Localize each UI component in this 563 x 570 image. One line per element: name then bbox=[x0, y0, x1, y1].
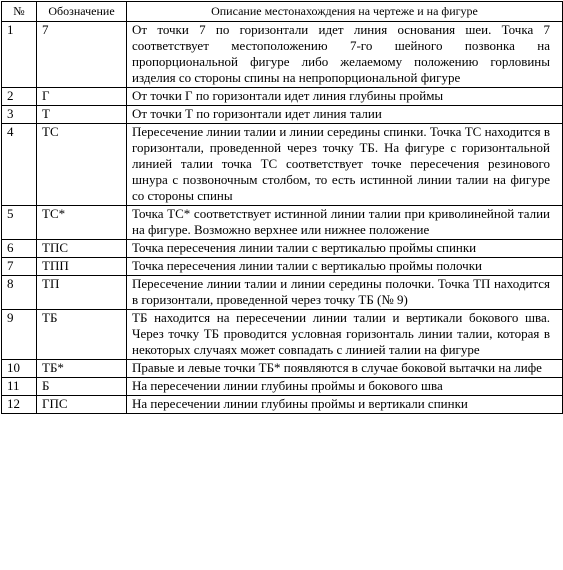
row-num: 5 bbox=[2, 206, 37, 240]
header-description: Описание местонахождения на чертеже и на фигуре bbox=[127, 2, 563, 22]
table-row bbox=[2, 258, 563, 276]
header-row bbox=[2, 2, 563, 22]
table-row bbox=[2, 22, 563, 88]
row-num: 8 bbox=[2, 276, 37, 310]
row-description: Правые и левые точки ТБ* появляются в случае боковой вытачки на лифе bbox=[127, 360, 563, 378]
table-row bbox=[2, 206, 563, 240]
row-description: Точка пересечения линии талии с вертикалью проймы спинки bbox=[127, 240, 563, 258]
row-num: 11 bbox=[2, 378, 37, 396]
row-designation: ТПП bbox=[37, 258, 127, 276]
row-designation: Б bbox=[37, 378, 127, 396]
table-row bbox=[2, 88, 563, 106]
header-num: № bbox=[2, 2, 37, 22]
table-row bbox=[2, 276, 563, 310]
row-designation: ТС bbox=[37, 124, 127, 206]
table-row bbox=[2, 396, 563, 414]
row-num: 10 bbox=[2, 360, 37, 378]
row-designation: 7 bbox=[37, 22, 127, 88]
row-description: ТБ находится на пересечении линии талии и вертикали бокового шва. Через точку ТБ проводится условная горизонталь линии талии, которая в некоторых случаях может совпадать с линией талии на фигуре bbox=[127, 310, 563, 360]
row-designation: ТБ* bbox=[37, 360, 127, 378]
row-designation: Г bbox=[37, 88, 127, 106]
row-num: 7 bbox=[2, 258, 37, 276]
row-num: 2 bbox=[2, 88, 37, 106]
row-num: 9 bbox=[2, 310, 37, 360]
row-designation: Т bbox=[37, 106, 127, 124]
row-num: 3 bbox=[2, 106, 37, 124]
row-description: От точки 7 по горизонтали идет линия основания шеи. Точка 7 соответствует местоположению 7-го шейного позвонка на пропорциональной фигуре либо желаемому положению горловины изделия со стороны спины на непропорциональной фигуре bbox=[127, 22, 563, 88]
row-description: Пересечение линии талии и линии середины полочки. Точка ТП находится в горизонтали, проведенной через точку ТБ (№ 9) bbox=[127, 276, 563, 310]
table-row bbox=[2, 124, 563, 206]
row-designation: ТС* bbox=[37, 206, 127, 240]
row-description: Пересечение линии талии и линии середины спинки. Точка ТС находится в горизонтали, проведенной через точку ТБ. На фигуре с горизонтальной линией талии точка ТС соответствует точке пересечения резинового шнура с позвоночным столбом, то есть истинной линии талии на фигуре со стороны спины bbox=[127, 124, 563, 206]
row-designation: ТПС bbox=[37, 240, 127, 258]
points-table bbox=[1, 1, 563, 414]
row-description: На пересечении линии глубины проймы и вертикали спинки bbox=[127, 396, 563, 414]
table-row bbox=[2, 240, 563, 258]
table-row bbox=[2, 360, 563, 378]
row-num: 12 bbox=[2, 396, 37, 414]
row-designation: ГПС bbox=[37, 396, 127, 414]
row-description: Точка ТС* соответствует истинной линии талии при криволинейной талии на фигуре. Возможно верхнее или нижнее положение bbox=[127, 206, 563, 240]
table-body bbox=[2, 22, 563, 414]
row-num: 6 bbox=[2, 240, 37, 258]
row-description: На пересечении линии глубины проймы и бокового шва bbox=[127, 378, 563, 396]
table-row bbox=[2, 378, 563, 396]
table-header bbox=[2, 2, 563, 22]
row-designation: ТП bbox=[37, 276, 127, 310]
row-designation: ТБ bbox=[37, 310, 127, 360]
table-row bbox=[2, 310, 563, 360]
row-description: От точки Г по горизонтали идет линия глубины проймы bbox=[127, 88, 563, 106]
row-num: 4 bbox=[2, 124, 37, 206]
header-designation: Обозначение bbox=[37, 2, 127, 22]
table-row bbox=[2, 106, 563, 124]
row-description: Точка пересечения линии талии с вертикалью проймы полочки bbox=[127, 258, 563, 276]
row-description: От точки Т по горизонтали идет линия талии bbox=[127, 106, 563, 124]
row-num: 1 bbox=[2, 22, 37, 88]
